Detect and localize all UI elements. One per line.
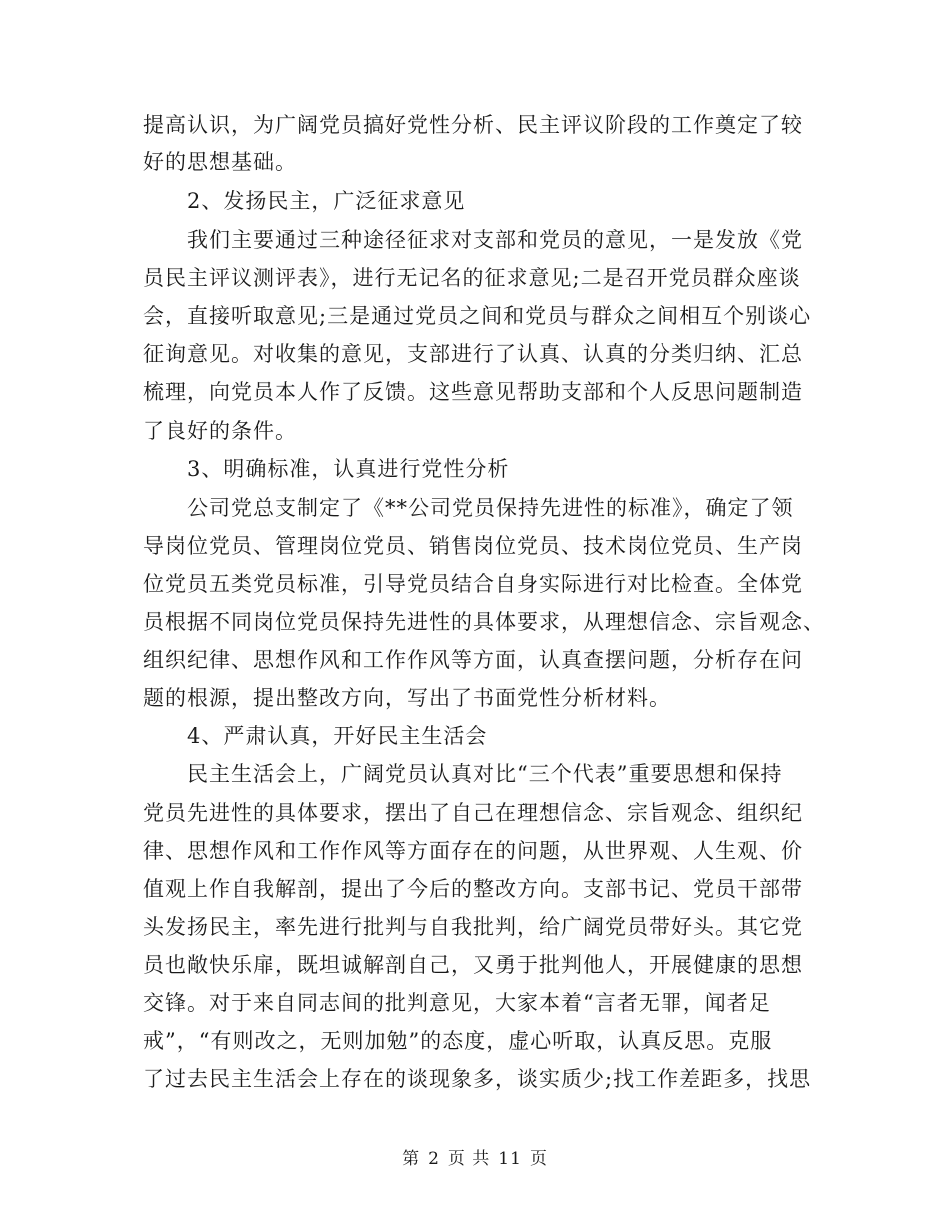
body-text-line: 员民主评议测评表》，进行无记名的征求意见;二是召开党员群众座谈 xyxy=(143,266,801,290)
body-text-line: 戒”，“有则改之，无则加勉”的态度，虚心听取，认真反思。克服 xyxy=(143,1029,773,1053)
page-footer xyxy=(0,1148,950,1170)
body-text-line: 律、思想作风和工作作风等方面存在的问题，从世界观、人生观、价 xyxy=(143,839,803,863)
body-text-line: 位党员五类党员标准，引导党员结合自身实际进行对比检查。全体党 xyxy=(143,572,803,596)
body-text-line: 交锋。对于来自同志间的批判意见，大家本着“言者无罪，闻者足 xyxy=(143,991,771,1015)
body-text-line: 员根据不同岗位党员保持先进性的具体要求，从理想信念、宗旨观念、 xyxy=(143,610,825,634)
body-text-line: 了过去民主生活会上存在的谈现象多，谈实质少;找工作差距多，找思 xyxy=(143,1067,812,1091)
body-text-line: 值观上作自我解剖，提出了今后的整改方向。支部书记、党员干部带 xyxy=(143,877,803,901)
body-text-line: 我们主要通过三种途径征求对支部和党员的意见，一是发放《党 xyxy=(187,228,803,252)
body-text-line: 会，直接听取意见;三是通过党员之间和党员与群众之间相互个别谈心 xyxy=(143,304,812,328)
body-text-line: 公司党总支制定了《**公司党员保持先进性的标准》，确定了领 xyxy=(187,496,794,520)
footer-total-pages: 11 xyxy=(498,1149,522,1169)
body-text-line: 题的根源，提出整改方向，写出了书面党性分析材料。 xyxy=(143,686,671,710)
footer-page-number: 2 xyxy=(428,1149,440,1169)
footer-prefix: 第 xyxy=(402,1149,421,1169)
footer-middle: 页 共 xyxy=(447,1149,491,1169)
body-text-line: 征询意见。对收集的意见，支部进行了认真、认真的分类归纳、汇总 xyxy=(143,342,803,366)
body-text-line: 导岗位党员、管理岗位党员、销售岗位党员、技术岗位党员、生产岗 xyxy=(143,534,803,558)
body-text-line: 党员先进性的具体要求，摆出了自己在理想信念、宗旨观念、组织纪 xyxy=(143,801,803,825)
body-text-line: 好的思想基础。 xyxy=(143,150,297,174)
body-text-line: 提高认识，为广阔党员搞好党性分析、民主评议阶段的工作奠定了较 xyxy=(143,113,803,137)
body-text-line: 头发扬民主，率先进行批判与自我批判，给广阔党员带好头。其它党 xyxy=(143,915,803,939)
section-heading: 2、发扬民主，广泛征求意见 xyxy=(187,189,466,213)
footer-suffix: 页 xyxy=(529,1149,548,1169)
body-text-line: 组织纪律、思想作风和工作作风等方面，认真查摆问题，分析存在问 xyxy=(143,648,803,672)
body-text-line: 民主生活会上，广阔党员认真对比“三个代表”重要思想和保持 xyxy=(187,762,783,786)
section-heading: 3、明确标准，认真进行党性分析 xyxy=(187,457,510,481)
section-heading: 4、严肃认真，开好民主生活会 xyxy=(187,724,488,748)
body-text-line: 员也敞快乐扉，既坦诚解剖自己，又勇于批判他人，开展健康的思想 xyxy=(143,953,803,977)
body-text-line: 梳理，向党员本人作了反馈。这些意见帮助支部和个人反思问题制造 xyxy=(143,380,803,404)
body-text-line: 了良好的条件。 xyxy=(143,419,297,443)
